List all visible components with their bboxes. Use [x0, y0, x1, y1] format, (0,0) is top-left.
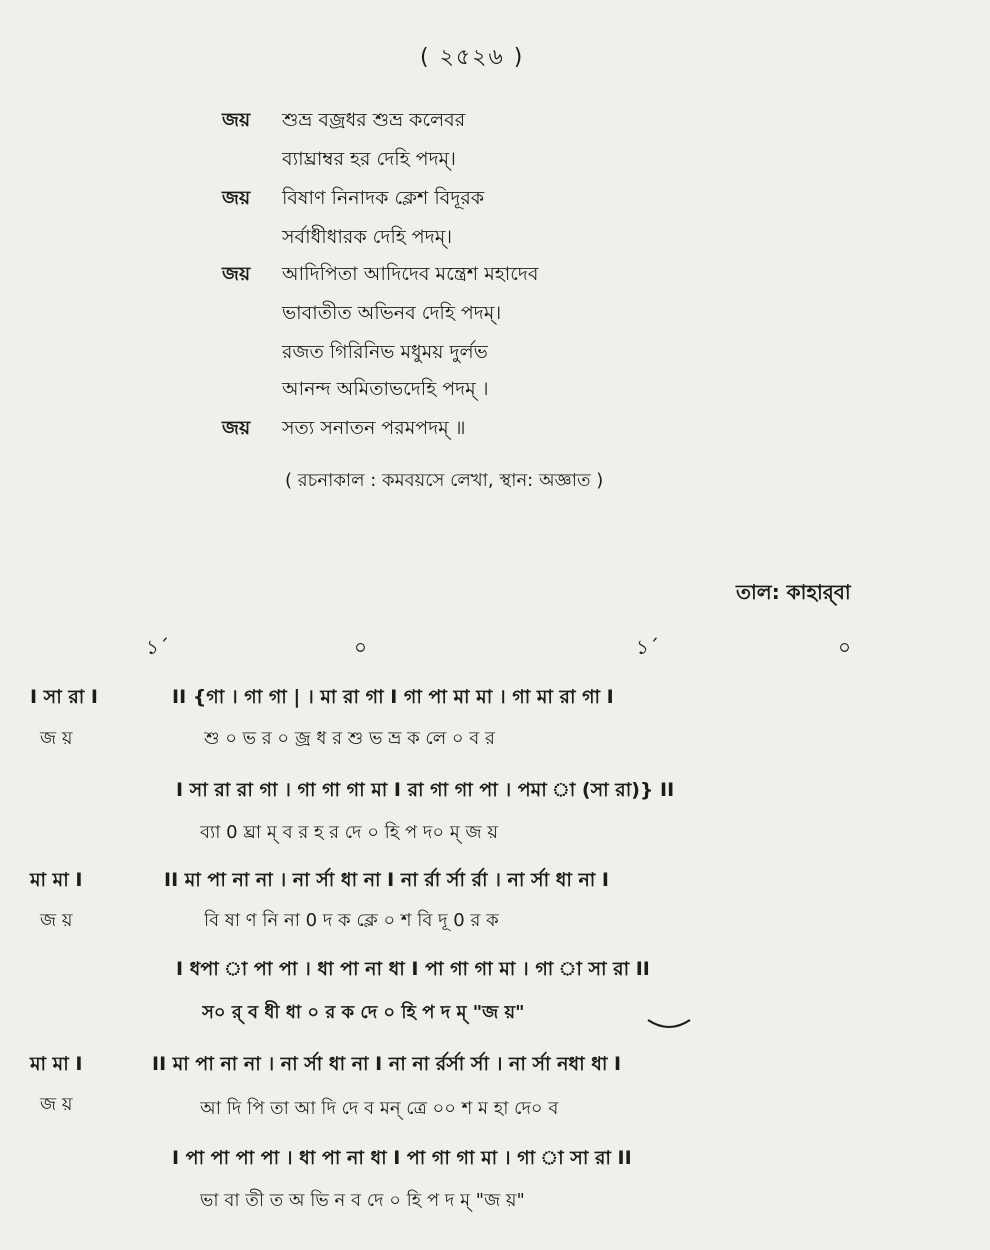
notation-swara-row: II মা পা না না । না র্সা ধা না I না র্রা র্সা র্রা । না র্সা ধা না I [164, 869, 610, 891]
lyric-line [222, 184, 484, 216]
lyric-jaya: জয় [222, 417, 251, 439]
notation-prefix-lyric: জ য় [40, 910, 73, 931]
notation-lyric-row: আ দি পি তা আ দি দে ব মন্‌ ত্রে ০০ শ ম হা দে০ ব [200, 1098, 559, 1119]
lyric-text: ব্যাঘ্রাম্বর হর দেহি পদম্। [282, 148, 456, 170]
lyric-line [222, 260, 538, 292]
lyric-line [222, 375, 489, 407]
lyric-text: আদিপিতা আদিদেব মন্ত্রেশ মহাদেব [282, 263, 539, 285]
lyric-jaya: জয় [222, 109, 251, 131]
lyric-jaya: জয় [222, 187, 251, 209]
page-number: ( ২৫২৬ ) [420, 45, 525, 70]
notation-lyric-row: স০ র্ ব ধী ধা ০ র ক দে ০ হি প দ ম্ "জ য়" [202, 1002, 525, 1023]
lyric-line [222, 223, 452, 255]
beat-mark: ১´ [146, 635, 169, 659]
notation-prefix: মা মা I [30, 869, 83, 891]
notation-lyric-row: শু ০ ভ র ০ জ্র ধ র শু ভ ভ্র ক লে ০ ব র [204, 728, 495, 749]
notation-swara-row: I পা পা পা পা । ধা পা না ধা I পা গা গা মা । গা া সা রা II [172, 1147, 632, 1169]
composition-credit: ( রচনাকাল : কমবয়সে লেখা, স্থান: অজ্ঞাত ) [285, 470, 604, 491]
notation-lyric-row: ব্যা 0 ঘ্রা ম্ ব র হ র দে ০ হি প দ০ ম্ জ য় [200, 822, 498, 843]
notation-lyric-row: ভা বা তী ত অ ভি ন ব দে ০ হি প দ ম্ "জ য়" [200, 1190, 525, 1211]
beat-mark: ০ [838, 635, 852, 659]
lyric-text: বিষাণ নিনাদক ক্লেশ বিদূরক [282, 187, 485, 209]
slur-mark [646, 1018, 692, 1032]
lyric-jaya: জয় [222, 263, 251, 285]
lyric-text: ভাবাতীত অভিনব দেহি পদম্। [282, 302, 502, 324]
notation-swara-row: II মা পা না না । না র্সা ধা না I না না র্রর্সা র্সা । না র্সা নধা ধা I [152, 1053, 622, 1075]
lyric-text: সত্য সনাতন পরমপদম্ ॥ [282, 417, 466, 439]
notation-swara-row: II {গা । গা গা | । মা রা গা I গা পা মা মা । গা মা রা গা I [172, 686, 614, 708]
lyric-line [222, 145, 456, 177]
notation-lyric-row: বি ষা ণ নি না 0 দ ক ক্লে ০ শ বি দূ 0 র ক [204, 910, 499, 931]
notation-prefix-lyric: জ য় [40, 1094, 73, 1115]
notation-prefix-lyric: জ য় [40, 728, 73, 749]
beat-mark: ১´ [636, 635, 659, 659]
lyric-line [222, 414, 466, 446]
lyric-text: আনন্দ অমিতাভদেহি পদম্ । [282, 378, 489, 400]
lyric-line [222, 338, 488, 370]
notation-swara-row: I সা রা রা গা । গা গা গা মা I রা গা গা পা । পমা া (সা রা)} II [176, 779, 675, 801]
notation-swara-row: I ধপা া পা পা । ধা পা না ধা I পা গা গা মা । গা া সা রা II [176, 958, 650, 980]
notation-prefix: I সা রা I [30, 686, 99, 708]
beat-mark: ০ [354, 635, 368, 659]
lyric-text: রজত গিরিনিভ মধুময় দুর্লভ [282, 341, 488, 363]
notation-prefix: মা মা I [30, 1053, 83, 1075]
lyric-text: সর্বাধীধারক দেহি পদম্। [282, 226, 453, 248]
tala-label: তাল: কাহার্‌বা [736, 580, 851, 604]
lyric-line [222, 106, 465, 138]
lyric-text: শুভ্র বজ্রধর শুভ্র কলেবর [282, 109, 466, 131]
lyric-line [222, 299, 501, 331]
